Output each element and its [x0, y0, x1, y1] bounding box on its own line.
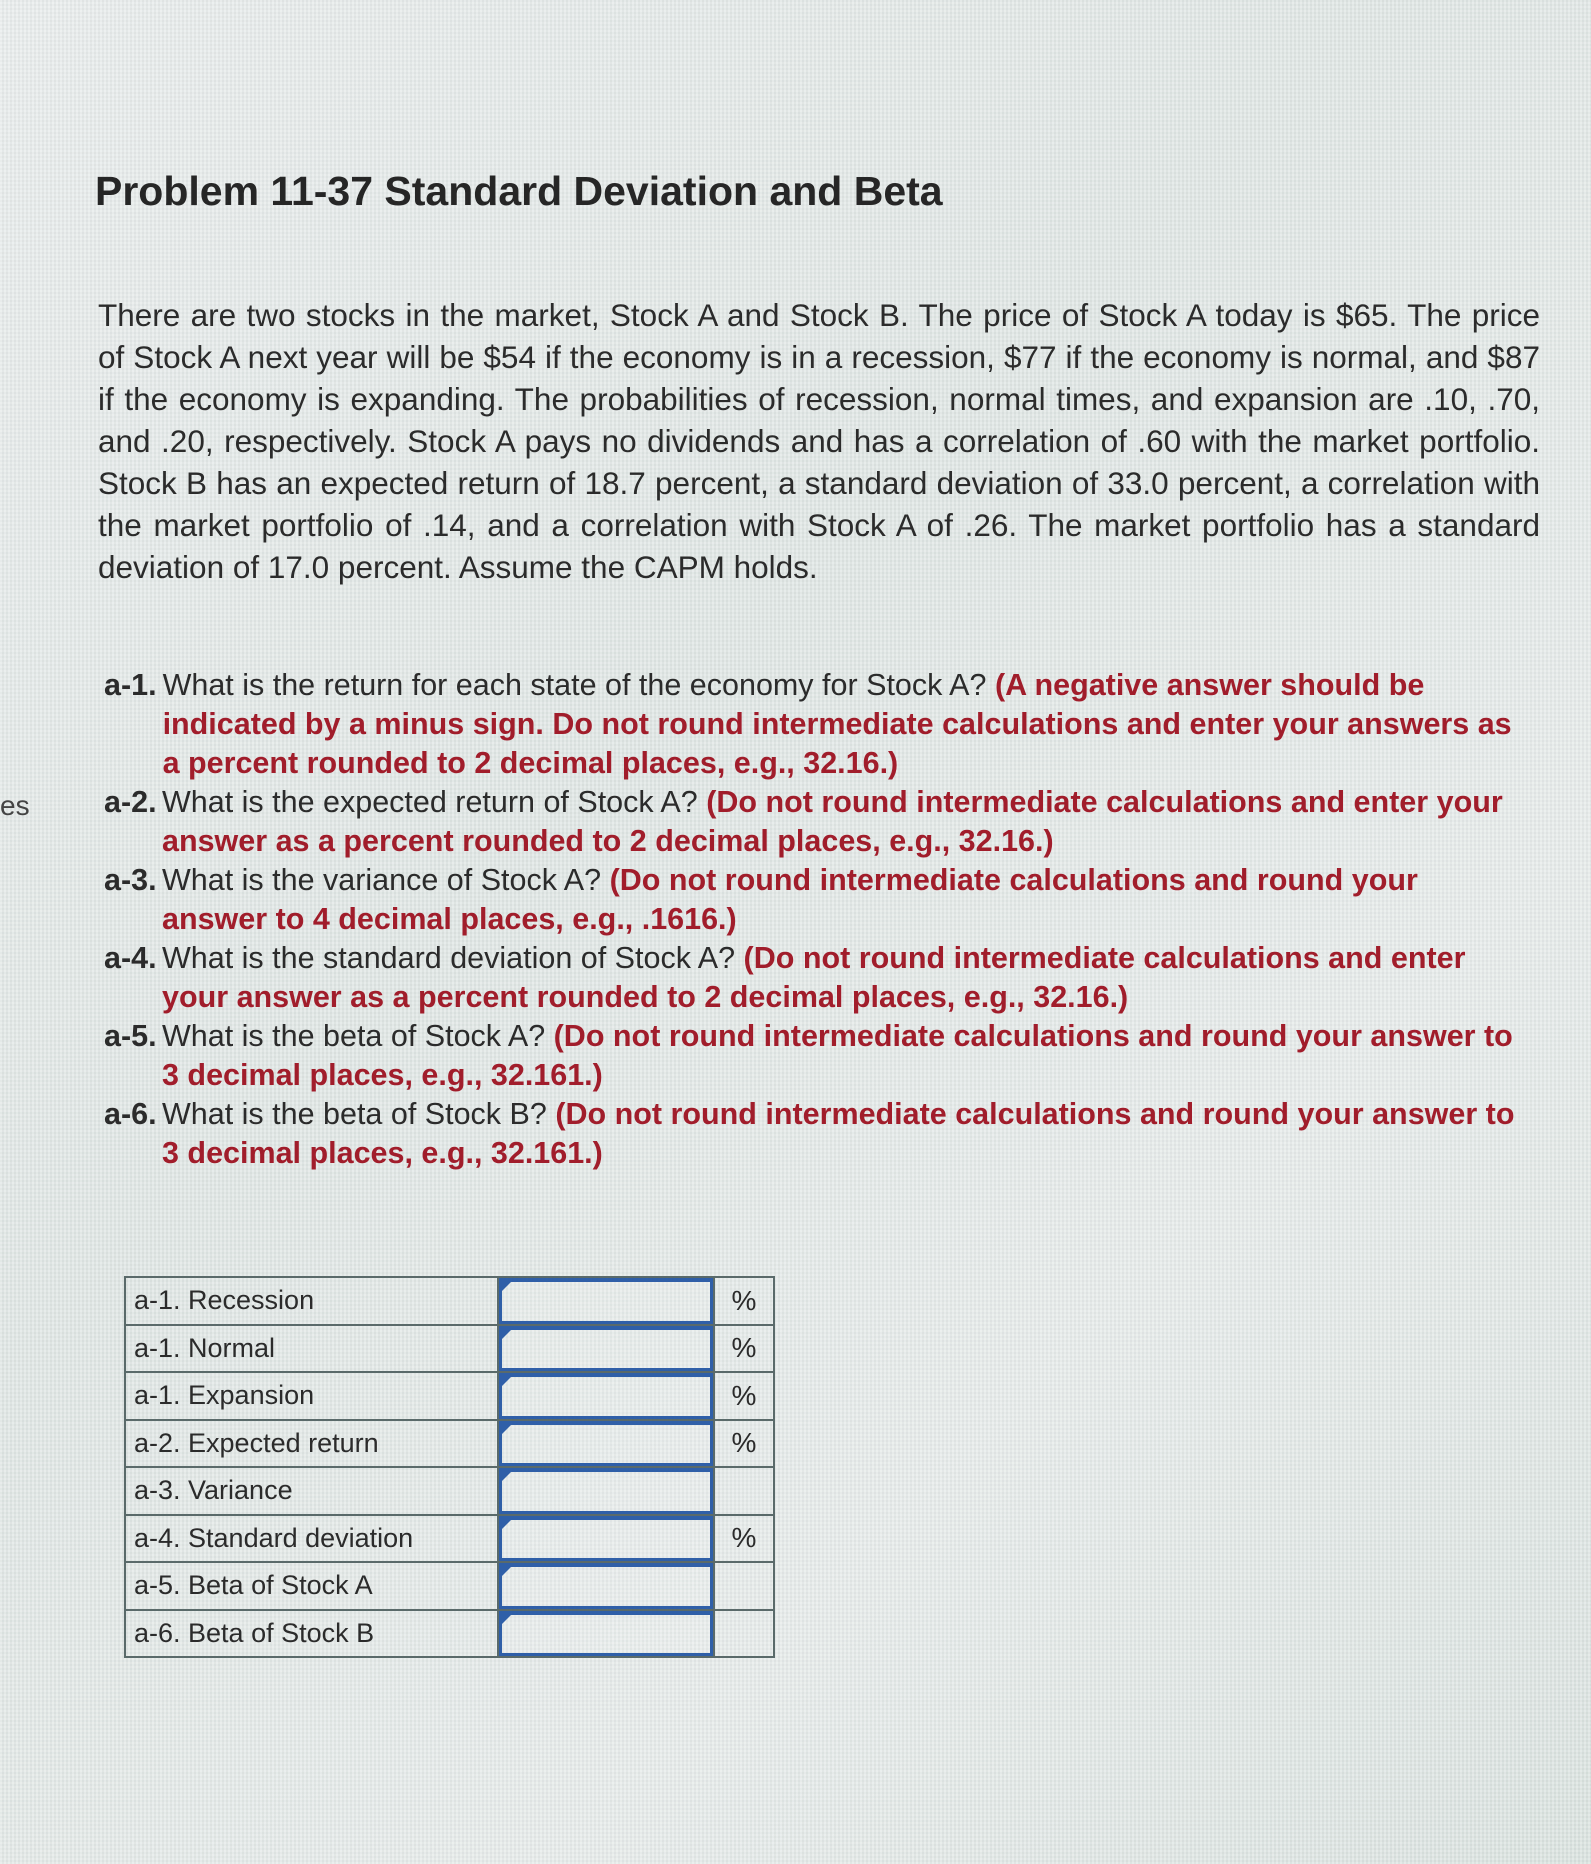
input-corner-marker: [501, 1613, 513, 1625]
question-text: What is the standard deviation of Stock A?: [162, 941, 736, 975]
answer-row-normal: [125, 1325, 774, 1373]
unit-label: %: [714, 1420, 774, 1468]
answer-label: a-2. Expected return: [125, 1420, 498, 1468]
question-instruction: (Do not round intermediate calculations and enter your answer as a percent rounded to 2 decimal places, e.g., 32.16.): [162, 785, 1503, 858]
question-instruction: (Do not round intermediate calculations and round your answer to 3 decimal places, e.g., 32.161.): [162, 1097, 1515, 1170]
answer-label: a-1. Recession: [125, 1277, 498, 1325]
answer-label: a-1. Normal: [125, 1325, 498, 1373]
input-corner-marker: [501, 1280, 513, 1292]
question-a2: [104, 783, 1524, 861]
answer-row-variance: [125, 1467, 774, 1515]
question-label: a-1.: [104, 668, 157, 702]
answer-label: a-4. Standard deviation: [125, 1515, 498, 1563]
answer-row-recession: [125, 1277, 774, 1325]
answer-input-beta-b[interactable]: [499, 1611, 713, 1657]
answer-input-variance[interactable]: [499, 1468, 713, 1514]
answer-row-expected-return: [125, 1420, 774, 1468]
input-corner-marker: [501, 1375, 513, 1387]
input-corner-marker: [501, 1328, 513, 1340]
question-a1: [104, 666, 1524, 783]
question-a6: [104, 1095, 1524, 1173]
question-label: a-6.: [104, 1097, 157, 1131]
question-label: a-4.: [104, 941, 157, 975]
answer-label: a-3. Variance: [125, 1467, 498, 1515]
input-corner-marker: [501, 1518, 513, 1530]
question-text: What is the expected return of Stock A?: [162, 785, 698, 819]
answer-input-expected-return[interactable]: [499, 1421, 713, 1467]
question-instruction: (Do not round intermediate calculations and enter your answer as a percent rounded to 2 decimal places, e.g., 32.16.): [162, 941, 1466, 1014]
question-a3: [104, 861, 1524, 939]
answer-label: a-5. Beta of Stock A: [125, 1562, 498, 1610]
answer-row-standard-deviation: [125, 1515, 774, 1563]
problem-statement: There are two stocks in the market, Stock A and Stock B. The price of Stock A today is $65. The price of Stock A next year will be $54 if the economy is in a recession, $77 if the economy is normal, and $87 if the economy is expanding. The probabilities of recession, normal times, and expansion are .10, .70, and .20, respectively. Stock A pays no dividends and has a correlation of .60 with the market portfolio. Stock B has an expected return of 18.7 percent, a standard deviation of 33.0 percent, a correlation with the market portfolio of .14, and a correlation with Stock A of .26. The market portfolio has a standard deviation of 17.0 percent. Assume the CAPM holds.: [98, 297, 1540, 585]
answer-input-normal[interactable]: [499, 1326, 713, 1372]
question-text: What is the return for each state of the economy for Stock A?: [162, 668, 987, 702]
answer-table: [124, 1276, 775, 1658]
left-edge-text: es: [0, 790, 30, 821]
answer-row-beta-b: [125, 1610, 774, 1658]
answer-label: a-1. Expansion: [125, 1372, 498, 1420]
question-instruction: (Do not round intermediate calculations and round your answer to 3 decimal places, e.g., 32.161.): [162, 1019, 1513, 1092]
answer-row-beta-a: [125, 1562, 774, 1610]
unit-label: %: [714, 1372, 774, 1420]
unit-label: %: [714, 1515, 774, 1563]
answer-input-beta-a[interactable]: [499, 1563, 713, 1609]
input-corner-marker: [501, 1565, 513, 1577]
question-label: a-3.: [104, 863, 157, 897]
question-a4: [104, 939, 1524, 1017]
question-list: [104, 666, 1524, 1173]
question-label: a-2.: [104, 785, 157, 819]
problem-title: Problem 11-37 Standard Deviation and Beta: [95, 168, 943, 214]
question-text: What is the variance of Stock A?: [162, 863, 602, 897]
answer-input-standard-deviation[interactable]: [499, 1516, 713, 1562]
input-corner-marker: [501, 1470, 513, 1482]
question-text: What is the beta of Stock A?: [162, 1019, 546, 1053]
question-label: a-5.: [104, 1019, 157, 1053]
question-text: What is the beta of Stock B?: [162, 1097, 547, 1131]
unit-label: %: [714, 1277, 774, 1325]
unit-label: [714, 1562, 774, 1610]
unit-label: %: [714, 1325, 774, 1373]
question-instruction: (Do not round intermediate calculations and round your answer to 4 decimal places, e.g., .1616.): [162, 863, 1418, 936]
unit-label: [714, 1467, 774, 1515]
question-a5: [104, 1017, 1524, 1095]
input-corner-marker: [501, 1423, 513, 1435]
answer-input-expansion[interactable]: [499, 1373, 713, 1419]
answer-row-expansion: [125, 1372, 774, 1420]
answer-label: a-6. Beta of Stock B: [125, 1610, 498, 1658]
answer-input-recession[interactable]: [499, 1278, 713, 1324]
unit-label: [714, 1610, 774, 1658]
question-instruction: (A negative answer should be indicated by a minus sign. Do not round intermediate calculations and enter your answers as a percent rounded to 2 decimal places, e.g., 32.16.): [162, 668, 1512, 780]
